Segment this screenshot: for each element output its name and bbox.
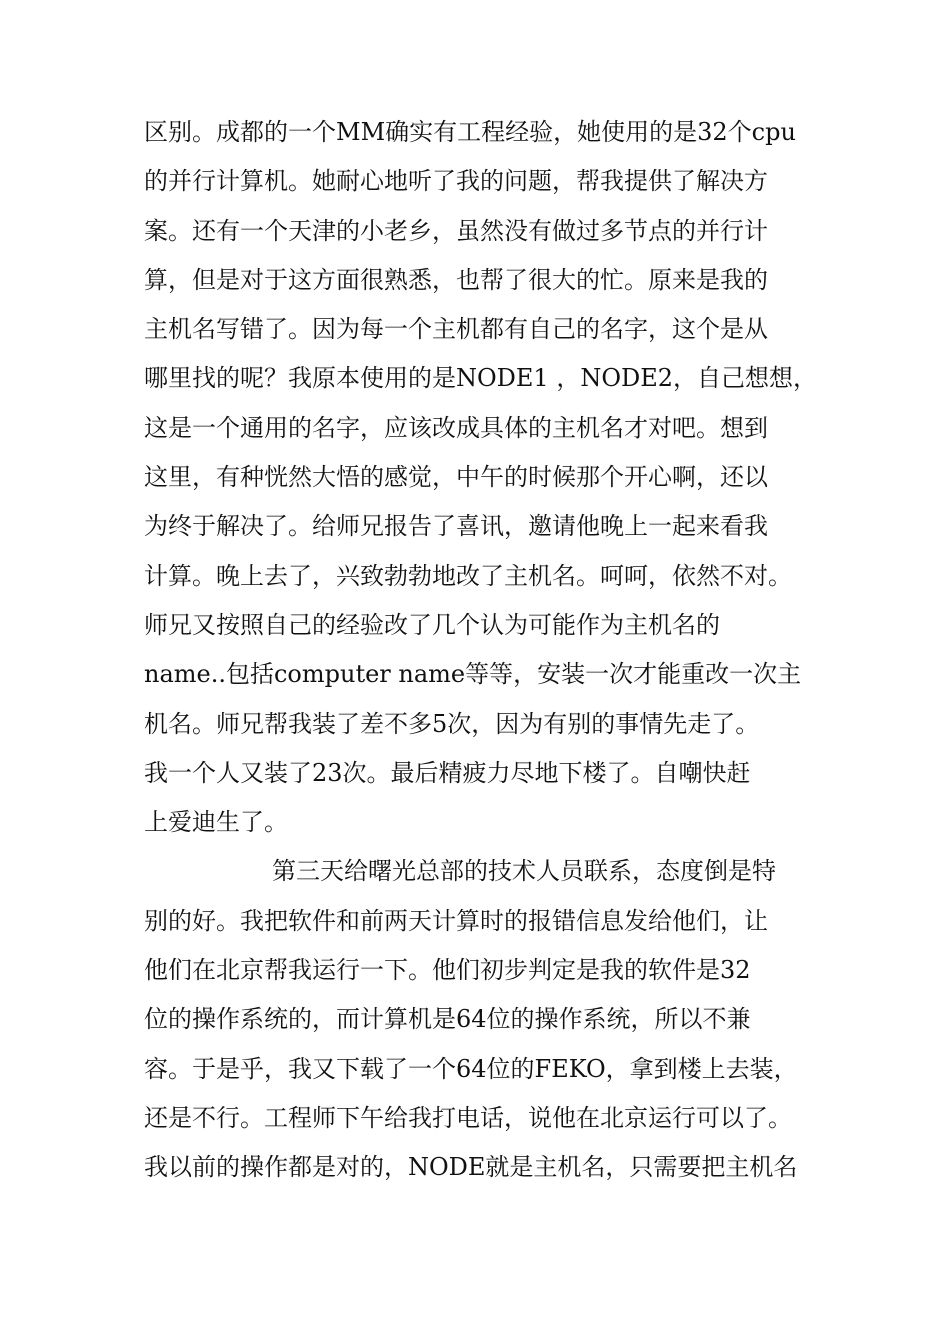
text-line: 容。于是乎，我又下载了一个64位的FEKO，拿到楼上去装， (144, 1054, 798, 1083)
text-line: 区别。成都的一个MM确实有工程经验，她使用的是32个cpu (144, 118, 796, 146)
document-body (144, 108, 824, 1193)
text-line: 这里，有种恍然大悟的感觉，中午的时候那个开心啊，还以 (144, 463, 768, 492)
text-line: name..包括computer name等等，安装一次才能重改一次主 (144, 660, 802, 689)
text-line: 师兄又按照自己的经验改了几个认为可能作为主机名的 (144, 610, 720, 639)
text-line: 别的好。我把软件和前两天计算时的报错信息发给他们，让 (144, 906, 768, 935)
text-line: 我以前的操作都是对的，NODE就是主机名，只需要把主机名 (144, 1153, 798, 1182)
text-line: 位的操作系统的，而计算机是64位的操作系统，所以不兼 (144, 1005, 751, 1034)
text-line: 这是一个通用的名字，应该改成具体的主机名才对吧。想到 (144, 413, 768, 442)
paragraph-2 (144, 847, 824, 1192)
text-line: 第三天给曙光总部的技术人员联系，态度倒是特 (272, 857, 776, 886)
text-line: 案。还有一个天津的小老乡，虽然没有做过多节点的并行计 (144, 216, 768, 245)
text-line: 算，但是对于这方面很熟悉，也帮了很大的忙。原来是我的 (144, 265, 768, 294)
text-line: 上爱迪生了。 (144, 808, 288, 837)
text-line: 计算。晚上去了，兴致勃勃地改了主机名。呵呵，依然不对。 (144, 561, 792, 590)
paragraph-1 (144, 108, 824, 847)
text-line: 机名。师兄帮我装了差不多5次，因为有别的事情先走了。 (144, 709, 760, 738)
text-line: 哪里找的呢？我原本使用的是NODE1 ，NODE2，自己想想， (144, 364, 818, 393)
text-line: 还是不行。工程师下午给我打电话，说他在北京运行可以了。 (144, 1103, 792, 1132)
text-line: 他们在北京帮我运行一下。他们初步判定是我的软件是32 (144, 956, 751, 985)
text-line: 为终于解决了。给师兄报告了喜讯，邀请他晚上一起来看我 (144, 512, 768, 541)
text-line: 的并行计算机。她耐心地听了我的问题，帮我提供了解决方 (144, 167, 768, 196)
text-line: 我一个人又装了23次。最后精疲力尽地下楼了。自嘲快赶 (144, 758, 751, 787)
text-line: 主机名写错了。因为每一个主机都有自己的名字，这个是从 (144, 315, 768, 344)
